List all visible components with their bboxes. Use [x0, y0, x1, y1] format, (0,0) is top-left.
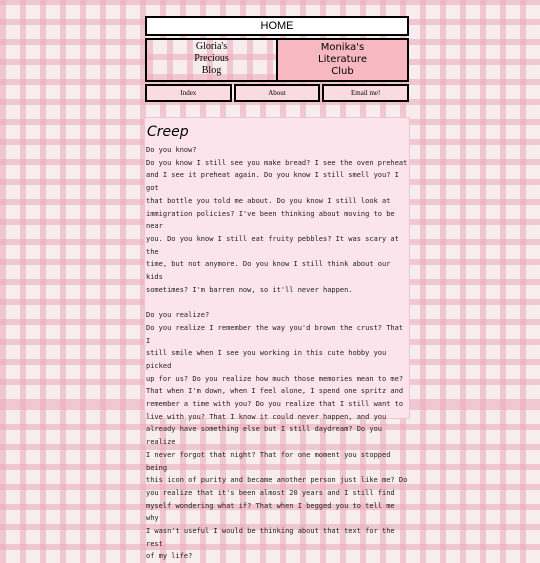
header-banner: [145, 38, 409, 82]
club-title-line: Literature: [318, 54, 367, 65]
post-line: of my life?: [146, 552, 193, 561]
post-line: Do you realize?: [146, 311, 210, 320]
paragraph-gap: [146, 296, 408, 309]
club-title[interactable]: [278, 40, 407, 80]
post-line: and I see it preheat again. Do you know I still smell you? I got: [146, 171, 399, 193]
club-title-line: Club: [331, 66, 354, 77]
nav-link-index[interactable]: Index: [145, 84, 232, 102]
post-line: Do you know I still see you make bread? I see the oven preheat: [146, 158, 408, 167]
post-body: [146, 144, 408, 563]
blog-title-line: Blog: [201, 65, 222, 76]
club-title-line: Monika's: [320, 42, 365, 53]
post-line: That when I'm down, when I feel alone, I spend one spritz and: [146, 387, 404, 396]
post-line: up for us? Do you realize how much those memories mean to me?: [146, 374, 404, 383]
post-line: remember a time with you? Do you realize that I still want to: [146, 400, 404, 409]
post-line: Do you realize I remember the way you'd brown the crust? That I: [146, 323, 404, 345]
post-line: sometimes? I'm barren now, so it'll never happen.: [146, 285, 353, 294]
post-line: I never forgot that night? That for one moment you stopped being: [146, 450, 391, 472]
blog-title-line: Precious: [194, 53, 229, 64]
post-line: this icon of purity and became another person just like me? Do: [146, 476, 408, 485]
blog-title[interactable]: [147, 40, 276, 80]
post-line: that bottle you told me about. Do you know I still look at: [146, 196, 391, 205]
nav-link-email[interactable]: Email me!: [322, 84, 409, 102]
home-link[interactable]: HOME: [145, 16, 409, 36]
nav-links: [145, 84, 409, 102]
post-line: you. Do you know I still eat fruity pebbles? It was scary at the: [146, 234, 399, 256]
post-line: immigration policies? I've been thinking about moving to be near: [146, 209, 395, 231]
nav-link-about[interactable]: About: [234, 84, 321, 102]
post-title: Creep: [147, 124, 189, 140]
blog-post: [144, 117, 410, 561]
post-line: still smile when I see you working in this cute hobby you picked: [146, 349, 387, 370]
post-line: myself wondering what if? That when I begged you to tell me why: [146, 501, 395, 523]
blog-title-line: Gloria's: [195, 41, 228, 52]
post-line: Do you know?: [146, 146, 197, 154]
post-line: already have something else but I still daydream? Do you realize: [146, 425, 383, 447]
site-navigation: [144, 16, 410, 102]
post-line: time, but not anymore. Do you know I still think about our kids: [146, 260, 391, 282]
post-line: I wasn't useful I would be thinking about that text for the rest: [146, 527, 395, 548]
post-line: live with you? That I know it could never happen, and you: [146, 412, 387, 421]
post-line: you realize that it's been almost 20 years and I still find: [146, 488, 395, 497]
